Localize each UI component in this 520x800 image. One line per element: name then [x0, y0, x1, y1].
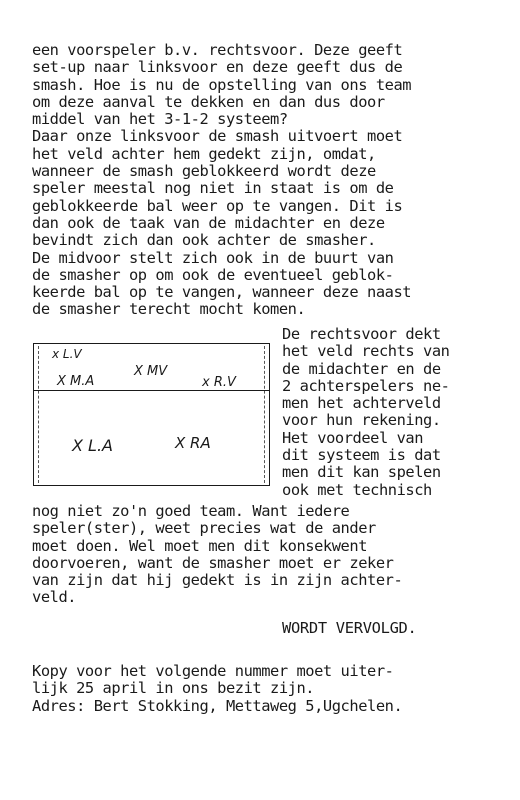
- text-line: men dit kan spelen: [282, 463, 441, 482]
- text-line: middel van het 3-1-2 systeem?: [32, 110, 288, 129]
- text-line: nog niet zo'n goed team. Want iedere: [32, 502, 350, 520]
- text-line: moet doen. Wel moet men dit konsekwent: [32, 536, 368, 555]
- text-line: veld.: [32, 588, 77, 607]
- notice-paragraph: [32, 663, 402, 715]
- text-line: geblokkeerde bal weer op te vangen. Dit is: [32, 196, 403, 215]
- position-rechtsvoor: x R.V: [202, 375, 236, 390]
- text-line: 2 achterspelers ne-: [282, 376, 450, 395]
- position-linksvoor: x L.V: [52, 347, 82, 361]
- address-line: Adres: Bert Stokking, Mettaweg 5,Ugchelen.: [32, 696, 403, 715]
- position-linksachter: X L.A: [72, 436, 113, 455]
- text-line: bevindt zich dan ook achter de smasher.: [32, 231, 376, 250]
- text-line: Kopy voor het volgende nummer moet uiter-: [32, 662, 394, 680]
- text-line: om deze aanval te dekken en dan dus door: [32, 92, 385, 111]
- text-line: speler(ster), weet precies wat de ander: [32, 519, 376, 538]
- text-line: Het voordeel van: [282, 428, 424, 447]
- text-line: Daar onze linksvoor de smash uitvoert moet: [32, 127, 403, 146]
- paragraph-bottom: [32, 503, 402, 607]
- text-line: speler meestal nog niet in staat is om de: [32, 179, 394, 198]
- text-line: de midachter en de: [282, 359, 441, 378]
- text-line: men het achterveld: [282, 394, 441, 413]
- text-line: het veld achter hem gedekt zijn, omdat,: [32, 144, 376, 163]
- text-line: de smasher op om ook de eventueel geblok-: [32, 265, 394, 284]
- text-line: doorvoeren, want de smasher moet er zeker: [32, 553, 394, 572]
- paragraph-top: [32, 42, 411, 319]
- text-line: het veld rechts van: [282, 342, 450, 361]
- text-line: wanneer de smash geblokkeerd wordt deze: [32, 162, 376, 181]
- position-rechtsachter: X RA: [175, 434, 211, 452]
- text-line: de smasher terecht mocht komen.: [32, 300, 306, 319]
- text-line: ook met technisch: [282, 480, 432, 499]
- volleyball-court-diagram: [33, 343, 270, 486]
- court-sideline: [264, 346, 265, 483]
- paragraph-side: [282, 326, 450, 499]
- text-line: De rechtsvoor dekt: [282, 325, 441, 343]
- text-line: een voorspeler b.v. rechtsvoor. Deze geeft: [32, 41, 403, 59]
- text-line: lijk 25 april in ons bezit zijn.: [32, 679, 315, 698]
- position-midvoor: X MV: [134, 364, 168, 379]
- text-line: De midvoor stelt zich ook in de buurt van: [32, 248, 394, 267]
- text-line: van zijn dat hij gedekt is in zijn achter-: [32, 571, 403, 590]
- text-line: dit systeem is dat: [282, 446, 441, 465]
- court-sideline: [38, 346, 39, 483]
- text-line: dan ook de taak van de midachter en deze: [32, 213, 385, 232]
- position-midachter: X M.A: [57, 374, 95, 389]
- text-line: smash. Hoe is nu de opstelling van ons team: [32, 75, 412, 94]
- text-line: keerde bal op te vangen, wanneer deze naast: [32, 283, 412, 302]
- text-line: set-up naar linksvoor en deze geeft dus de: [32, 58, 403, 77]
- court-divider-line: [34, 390, 269, 391]
- text-line: voor hun rekening.: [282, 411, 441, 430]
- signoff-text: WORDT VERVOLGD.: [282, 619, 417, 637]
